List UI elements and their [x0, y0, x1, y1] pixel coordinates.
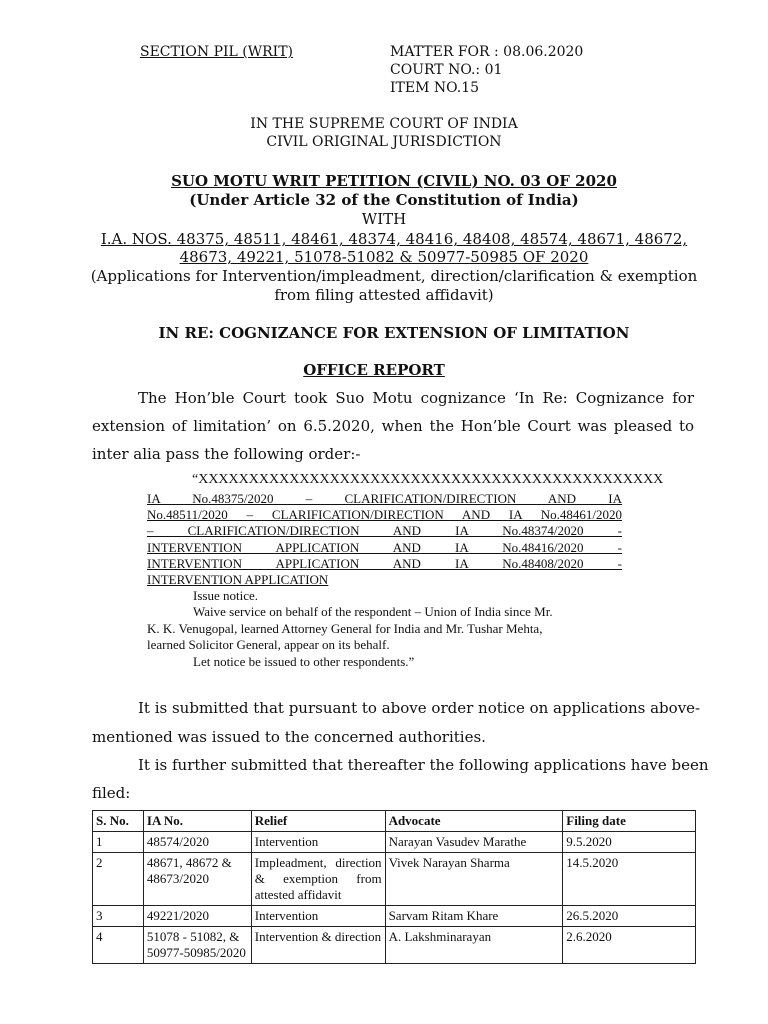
waive-line3: learned Solicitor General, appear on its behalf.	[147, 637, 390, 652]
col-header-relief: Relief	[251, 811, 385, 832]
petition-title: SUO MOTU WRIT PETITION (CIVIL) NO. 03 OF 2020	[171, 172, 617, 190]
cell-sno: 3	[93, 906, 144, 927]
table-row	[93, 853, 696, 906]
court-name: IN THE SUPREME COURT OF INDIA	[250, 116, 518, 132]
section-label: SECTION PIL (WRIT)	[140, 44, 293, 60]
applications-line1: (Applications for Intervention/impleadment, direction/clarification & exemption	[90, 267, 698, 285]
para3-line2: filed:	[92, 784, 131, 802]
col-header-sno: S. No.	[93, 811, 144, 832]
item-number: ITEM NO.15	[390, 80, 480, 96]
court-number: COURT NO.: 01	[390, 62, 503, 78]
waive-line2: K. K. Venugopal, learned Attorney General for India and Mr. Tushar Mehta,	[147, 621, 543, 636]
quote-line6: INTERVENTION APPLICATION	[147, 572, 329, 587]
table-row	[93, 832, 696, 853]
para1-line2: extension of limitation’ on 6.5.2020, when the Hon’ble Court was pleased to	[92, 417, 694, 435]
cell-ia: 49221/2020	[143, 906, 251, 927]
with-label: WITH	[361, 210, 407, 228]
cell-date: 14.5.2020	[563, 853, 696, 906]
office-report-heading: OFFICE REPORT	[303, 361, 445, 379]
cell-advocate: Sarvam Ritam Khare	[385, 906, 563, 927]
cell-relief: Intervention	[251, 906, 385, 927]
cell-sno: 2	[93, 853, 144, 906]
applications-table	[92, 810, 696, 964]
cell-relief: Intervention	[251, 832, 385, 853]
table-row	[93, 906, 696, 927]
cell-ia: 48574/2020	[143, 832, 251, 853]
col-header-ia: IA No.	[143, 811, 251, 832]
cell-advocate: Narayan Vasudev Marathe	[385, 832, 563, 853]
para2-line2: mentioned was issued to the concerned authorities.	[92, 728, 486, 746]
quote-line1: IA No.48375/2020 – CLARIFICATION/DIRECTION AND IA	[147, 491, 622, 506]
cell-advocate: A. Lakshminarayan	[385, 927, 563, 964]
quote-line2: No.48511/2020 – CLARIFICATION/DIRECTION AND IA No.48461/2020	[147, 507, 622, 522]
cell-ia: 48671, 48672 & 48673/2020	[143, 853, 251, 906]
cell-relief: Intervention & direction	[251, 927, 385, 964]
cell-date: 2.6.2020	[563, 927, 696, 964]
jurisdiction: CIVIL ORIGINAL JURISDICTION	[266, 134, 502, 150]
in-re-heading: IN RE: COGNIZANCE FOR EXTENSION OF LIMITATION	[158, 324, 630, 342]
quote-line4: INTERVENTION APPLICATION AND IA No.48416/2020 -	[147, 540, 622, 555]
cell-sno: 4	[93, 927, 144, 964]
col-header-filing-date: Filing date	[563, 811, 696, 832]
quote-line5: INTERVENTION APPLICATION AND IA No.48408/2020 -	[147, 556, 622, 571]
table-header-row	[93, 811, 696, 832]
matter-date: MATTER FOR : 08.06.2020	[390, 44, 584, 60]
quote-xline: “XXXXXXXXXXXXXXXXXXXXXXXXXXXXXXXXXXXXXXXXXXXXXX	[192, 472, 664, 487]
ia-numbers-line2: 48673, 49221, 51078-51082 & 50977-50985 OF 2020	[179, 248, 589, 266]
let-notice: Let notice be issued to other respondents.”	[193, 654, 415, 669]
quote-line3: – CLARIFICATION/DIRECTION AND IA No.48374/2020 -	[147, 523, 622, 538]
ia-numbers-line1: I.A. NOS. 48375, 48511, 48461, 48374, 48416, 48408, 48574, 48671, 48672,	[100, 230, 688, 248]
para3-line1: It is further submitted that thereafter the following applications have been	[138, 756, 709, 774]
para1-line3: inter alia pass the following order:-	[92, 445, 361, 463]
cell-date: 26.5.2020	[563, 906, 696, 927]
para2-line1: It is submitted that pursuant to above order notice on applications above-	[138, 699, 701, 717]
waive-line1: Waive service on behalf of the respondent – Union of India since Mr.	[193, 604, 553, 619]
article-line: (Under Article 32 of the Constitution of India)	[189, 191, 579, 209]
table-row	[93, 927, 696, 964]
cell-sno: 1	[93, 832, 144, 853]
issue-notice: Issue notice.	[193, 588, 258, 603]
applications-line2: from filing attested affidavit)	[274, 286, 494, 304]
cell-relief: Impleadment, direction & exemption from attested affidavit	[251, 853, 385, 906]
cell-advocate: Vivek Narayan Sharma	[385, 853, 563, 906]
col-header-advocate: Advocate	[385, 811, 563, 832]
para1-line1: The Hon’ble Court took Suo Motu cognizance ‘In Re: Cognizance for	[138, 389, 694, 407]
cell-date: 9.5.2020	[563, 832, 696, 853]
cell-ia: 51078 - 51082, & 50977-50985/2020	[143, 927, 251, 964]
